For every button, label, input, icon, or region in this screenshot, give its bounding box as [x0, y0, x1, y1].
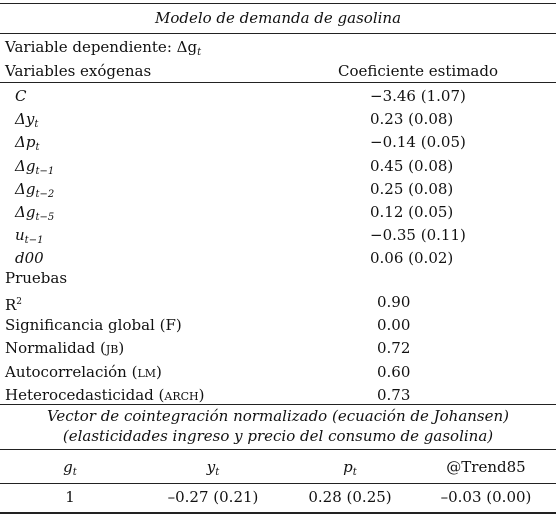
- variable-cell: [15, 86, 26, 106]
- variable-base: Δp: [15, 133, 36, 152]
- test-label-abbr: arch: [164, 385, 199, 404]
- variable-cell: [15, 109, 38, 135]
- variable-base: Δy: [15, 110, 35, 129]
- vector-header: [10, 457, 130, 483]
- vector-header-base: @Trend85: [446, 458, 526, 476]
- dependent-variable-text: Variable dependiente: Δg: [5, 38, 198, 56]
- vector-title-2: (elasticidades ingreso y precio del consumo de gasolina): [62, 427, 494, 445]
- dependent-variable-sub: t: [197, 47, 202, 58]
- coefficient-cell: 0.25 (0.08): [370, 179, 454, 198]
- dependent-variable: [5, 37, 201, 63]
- variable-base: u: [15, 226, 25, 245]
- test-value: 0.90: [377, 293, 411, 311]
- test-label-abbr: jb: [105, 339, 119, 358]
- variable-base: d00: [15, 249, 44, 268]
- tests-heading: Pruebas: [5, 269, 68, 287]
- variable-sub: t−1: [35, 165, 55, 177]
- table-title: Modelo de demanda de gasolina: [154, 9, 402, 27]
- variable-sub: t−2: [35, 188, 55, 200]
- vector-title-rule: [0, 449, 556, 450]
- vector-header: [153, 457, 273, 483]
- vector-header: [290, 457, 410, 483]
- vector-value: 1: [65, 488, 75, 506]
- test-label-text: Normalidad (: [5, 339, 106, 358]
- header-coefficient: Coeficiente estimado: [338, 62, 498, 80]
- test-label: [5, 362, 162, 382]
- vector-header-base: g: [63, 458, 73, 476]
- vector-rule: [0, 404, 556, 405]
- vector-header-sub: t: [352, 467, 357, 478]
- test-value: 0.72: [377, 339, 411, 358]
- title-rule: [0, 33, 556, 34]
- test-label: [5, 338, 124, 358]
- vector-header-base: p: [343, 458, 353, 476]
- coefficient-cell: −0.35 (0.11): [370, 226, 466, 245]
- variable-cell: [15, 132, 39, 158]
- test-label-text: Heterocedasticidad (: [5, 385, 165, 404]
- vector-header-base: y: [206, 458, 216, 476]
- bottom-rule: [0, 512, 556, 514]
- header-rule: [0, 82, 556, 83]
- vector-header-sub: t: [72, 467, 77, 478]
- variable-base: Δg: [15, 203, 36, 221]
- coefficient-cell: 0.45 (0.08): [370, 156, 454, 175]
- vector-header-rule: [0, 483, 556, 484]
- variable-sub: t: [35, 142, 40, 154]
- coefficient-cell: 0.23 (0.08): [370, 110, 454, 129]
- test-label-abbr: lm: [137, 362, 157, 381]
- vector-header: [426, 457, 546, 477]
- variable-cell: [15, 248, 44, 268]
- test-value: 0.60: [377, 362, 411, 381]
- variable-sub: t: [34, 119, 39, 131]
- vector-header-sub: t: [215, 467, 220, 478]
- test-value: 0.00: [377, 316, 411, 335]
- variable-cell: [15, 202, 54, 228]
- test-label-paren: ): [156, 362, 162, 381]
- variable-base: Δg: [15, 156, 36, 175]
- test-label-paren: ): [118, 339, 125, 358]
- vector-value: –0.27 (0.21): [167, 488, 259, 506]
- test-value: 0.73: [377, 385, 411, 404]
- coefficient-cell: −0.14 (0.05): [370, 133, 466, 152]
- variable-base: Δg: [15, 179, 36, 198]
- variable-cell: [15, 225, 43, 251]
- vector-value: 0.28 (0.25): [308, 488, 392, 506]
- coefficient-cell: 0.12 (0.05): [370, 203, 454, 221]
- variable-cell: [15, 179, 54, 205]
- variable-sub: t−1: [24, 235, 44, 247]
- vector-title-1: Vector de cointegración normalizado (ecuación de Johansen): [46, 407, 510, 425]
- vector-value: –0.03 (0.00): [440, 488, 532, 506]
- variable-sub: t−5: [35, 212, 55, 223]
- header-variables: Variables exógenas: [5, 62, 152, 80]
- test-label-text: R: [5, 296, 17, 314]
- coefficient-cell: 0.06 (0.02): [370, 249, 454, 268]
- variable-cell: [15, 156, 54, 182]
- coefficient-cell: −3.46 (1.07): [370, 87, 466, 105]
- top-rule: [0, 3, 556, 4]
- test-label: [5, 292, 22, 315]
- variable-base: C: [15, 87, 27, 105]
- test-label-sup: 2: [16, 297, 23, 307]
- test-label: [5, 385, 204, 405]
- test-label-text: Autocorrelación (: [5, 362, 138, 381]
- test-label: [5, 315, 182, 335]
- test-label-text: Significancia global (F): [5, 316, 182, 335]
- test-label-paren: ): [198, 385, 205, 404]
